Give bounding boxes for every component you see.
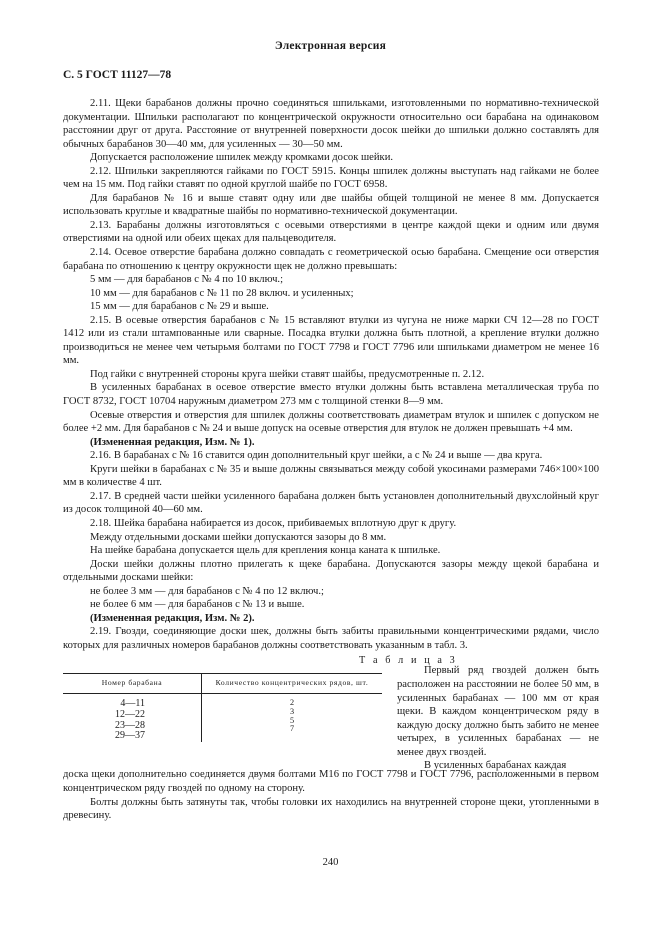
table-header-row-count: Количество концентрических рядов, шт. (202, 674, 383, 694)
paragraph: 2.11. Щеки барабанов должны прочно соединяться шпильками, изготовленными по нормативно-технической документации. Шпильки располагают по концентрической окружности относительно оси барабана на одинаковом расстоянии друг от друга. Расстояние от внутренней поверхности досок шейки до шпильки должно составлять для обычных барабанов 30—40 мм, для усиленных — 30—50 мм. (63, 98, 599, 150)
paragraph: 15 мм — для барабанов с № 29 и выше. (90, 301, 269, 313)
table-cell-value: 3 (289, 707, 295, 717)
paragraph: Для барабанов № 16 и выше ставят одну или две шайбы общей толщиной не менее 8 мм. Допускается использовать круглые и квадратные шайбы по нормативно-технической документации. (63, 192, 599, 218)
paragraph: доска щеки дополнительно соединяется двумя болтами М16 по ГОСТ 7798 и ГОСТ 7796, расположенными в первом концентрическом ряду гвоздей по одному на сторону. (63, 769, 599, 794)
table-cell-value: 12—22 (115, 709, 145, 721)
table-caption: Т а б л и ц а 3 (359, 655, 458, 667)
paragraph: 2.14. Осевое отверстие барабана должно совпадать с геометрической осью барабана. Смещение оси отверстия барабана по отношению к центру окружности щек не должно превышать: (63, 247, 599, 272)
table-header-drum-number: Номер барабана (63, 674, 202, 694)
table-cell-value: 4—11 (120, 698, 145, 710)
paragraph: 2.19. Гвозди, соединяющие доски шек, должны быть забиты правильными концентрическими рядами, число которых для различных номеров барабанов должны соответствовать указанным в табл. 3. (63, 626, 599, 651)
table-cell-value: 2 (289, 698, 295, 708)
paragraph: Допускается расположение шпилек между кромками досок шейки. (90, 152, 394, 164)
amendment-note: (Измененная редакция, Изм. № 1). (90, 436, 255, 448)
paragraph: В усиленных барабанах в осевое отверстие вместо втулки должны быть вставлена металлическая труба по ГОСТ 8732, ГОСТ 10704 наружным диаметром 273 мм с толщиной стенки 8—9 мм. (63, 382, 599, 408)
paragraph: 2.15. В осевые отверстия барабанов с № 15 вставляют втулки из чугуна не ниже марки СЧ 12—28 по ГОСТ 1412 или из стали штампованные или сварные. Посадка втулки должна быть плотной, а крепление втулки должно производиться не менее чем четырьмя болтами по ГОСТ 7798 и ГОСТ 7796 или шпильками диаметром не менее 16 мм. (63, 314, 599, 367)
document-body (63, 97, 599, 823)
table-cell (202, 694, 383, 742)
paragraph: 10 мм — для барабанов с № 11 по 28 включ. и усиленных; (90, 287, 354, 299)
table-cell-value: 5 (289, 715, 295, 725)
table-cell (63, 694, 202, 742)
paragraph: не более 6 мм — для барабанов с № 13 и выше. (90, 599, 305, 611)
paragraph: 5 мм — для барабанов с № 4 по 10 включ.; (90, 274, 284, 286)
paragraph: Болты должны быть затянуты так, чтобы головки их находились на внутренней стороне щеки, утопленными в древесину. (63, 796, 599, 822)
table-section (63, 652, 599, 772)
paragraph: Первый ряд гвоздей должен быть расположен на расстоянии не более 50 мм, в усиленных барабанах — 100 мм от края щеки. В каждом концентрическом ряду в каждую доску должно быть забито не менее четырех, в усиленных барабанах — не менее двух гвоздей. (397, 665, 599, 758)
side-text (397, 664, 599, 772)
paragraph: В усиленных барабанах каждая (424, 760, 567, 772)
paragraph: Под гайки с внутренней стороны круга шейки ставят шайбы, предусмотренные п. 2.12. (90, 368, 485, 380)
paragraph: Доски шейки должны плотно прилегать к щеке барабана. Допускаются зазоры между щекой барабана и отдельными досками шейки: (63, 558, 599, 584)
paragraph: Между отдельными досками шейки допускаются зазоры до 8 мм. (90, 531, 387, 543)
table-cell-value: 23—28 (115, 719, 145, 731)
table-cell-value: 7 (289, 724, 295, 734)
table-cell-value: 29—37 (115, 730, 145, 742)
paragraph: 2.17. В средней части шейки усиленного барабана должен быть установлен дополнительный двухслойный круг из досок толщиной 40—60 мм. (63, 490, 599, 516)
paragraph: 2.16. В барабанах с № 16 ставится один дополнительный круг шейки, а с № 24 и выше — два круга. (90, 450, 543, 462)
paragraph: не более 3 мм — для барабанов с № 4 по 12 включ.; (90, 585, 324, 597)
paragraph: 2.12. Шпильки закрепляются гайками по ГОСТ 5915. Концы шпилек должны выступать над гайками не более чем на 15 мм. Под гайки ставят по одной круглой шайбе по ГОСТ 6958. (63, 165, 599, 191)
paragraph: Круги шейки в барабанах с № 35 и выше должны связываться между собой укосинами размерами 746×100×100 мм в количестве 4 шт. (63, 463, 599, 489)
table-3 (63, 673, 382, 741)
electronic-version-banner: Электронная версия (274, 40, 387, 52)
page-number: 240 (322, 857, 339, 868)
amendment-note: (Измененная редакция, Изм. № 2). (90, 612, 255, 624)
paragraph: 2.18. Шейка барабана набирается из досок, прибиваемых вплотную друг к другу. (90, 517, 457, 529)
paragraph: 2.13. Барабаны должны изготовляться с осевыми отверстиями в центре каждой щеки и одним или двумя отверстиями на одной или обеих щеках для пальцеводителя. (63, 219, 599, 245)
running-head: С. 5 ГОСТ 11127—78 (63, 69, 172, 81)
paragraph: Осевые отверстия и отверстия для шпилек должны соответствовать диаметрам втулок и шпилек с допуском не более +2 мм. Для барабанов с № 24 и выше допуск на осевые отверстия для втулок не должен превышать +4 мм. (63, 409, 599, 435)
paragraph: На шейке барабана допускается щель для крепления конца каната к шпильке. (90, 545, 441, 557)
